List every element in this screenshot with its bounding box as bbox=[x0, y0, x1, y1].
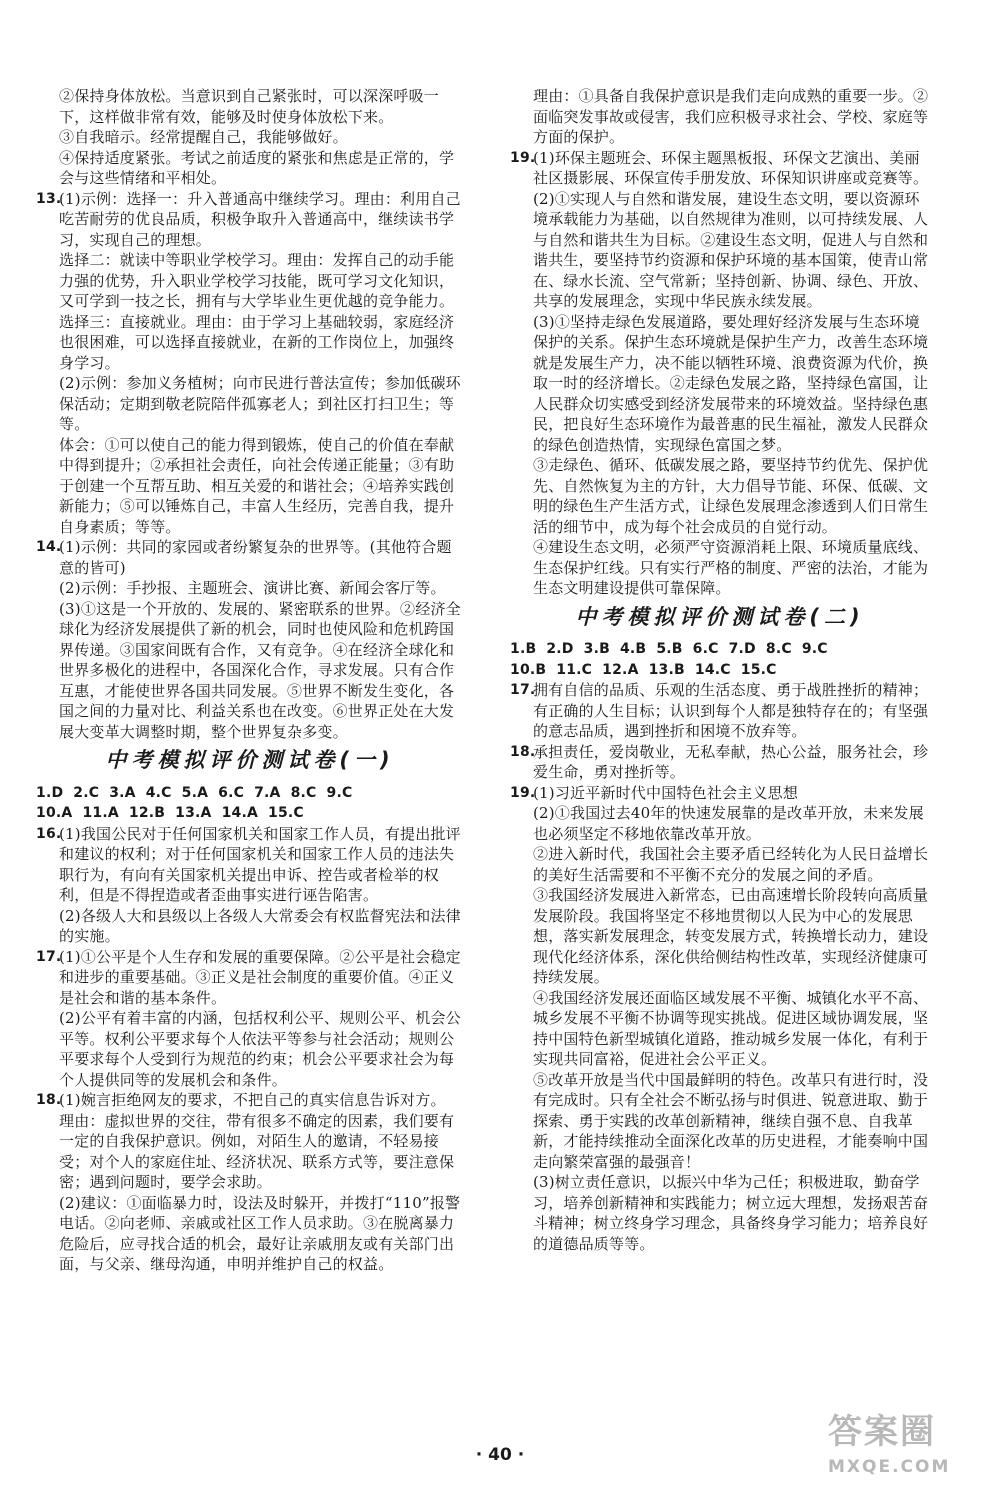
answer-text: (2)建议：①面临暴力时，设法及时躲开，并拨打“110”报警电话。②向老师、亲戚或社区工作人员求助。③在脱离暴力危险后，应寻找合适的机会，最好让亲戚朋友或有关部门出面，与父亲、继母沟通，申明并维护自己的权益。 bbox=[59, 1193, 461, 1273]
answer-key: 13.B bbox=[648, 661, 685, 678]
answer-key: 14.A bbox=[221, 805, 259, 821]
answer-key: 5.A bbox=[181, 784, 209, 801]
question-number: 18. bbox=[510, 743, 536, 760]
answer-text: ③我国经济发展进入新常态，已由高速增长阶段转向高质量发展阶段。我国将坚定不移地贯彻以人民为中心的发展思想，落实新发展理念，转变发展方式，转换增长动力，建设现代化经济体系，深化供给侧结构性改革，实现经济健康可持续发展。 bbox=[533, 886, 929, 986]
answer-key: 8.C bbox=[765, 641, 792, 657]
answer-text: (3)①坚持走绿色发展道路，要处理好经济发展与生态环境保护的关系。保护生态环境就是保护生产力，改善生态环境就是发展生产力，决不能以牺牲环境、浪费资源为代价，换取一时的经济增长。②走绿色发展之路，坚持绿色富国，让人民群众切实感受到经济发展带来的环境效益。坚持绿色惠民，把良好生态环境作为最普惠的民生福祉，激发人民群众的绿色创造热情，实现绿色富国之梦。 bbox=[533, 312, 929, 454]
answer-text: (1)婉言拒绝网友的要求，不把自己的真实信息告诉对方。 bbox=[59, 1091, 446, 1109]
answer-text: (2)各级人大和县级以上各级人大常委会有权监督宪法和法律的实施。 bbox=[59, 906, 461, 945]
answer-key: 3.A bbox=[109, 784, 136, 801]
question-number: 17. bbox=[510, 682, 536, 698]
answer-text: (2)①我国过去40年的快速发展靠的是改革开放，未来发展也必须坚定不移地依靠改革开放。 bbox=[533, 804, 924, 843]
answer-key: 1.D bbox=[36, 784, 64, 801]
answer-key: 4.B bbox=[619, 641, 647, 657]
question-13 bbox=[36, 189, 464, 538]
answer-text: (3)①这是一个开放的、发展的、紧密联系的世界。②经济全球化为经济发展提供了新的机会，同时也使风险和危机跨国界传递。③国家间既有合作，又有竞争。④在经济全球化和世界多极化的进程中，各国深化合作，寻求发展。只有合作互惠，才能使世界各国共同发展。⑤世界不断发生变化，各国之间的力量对比、利益关系也在改变。⑥世界正处在大发展大变革大调整时期，整个世界复杂多变。 bbox=[59, 599, 461, 741]
answer-key: 7.D bbox=[728, 641, 756, 657]
answer-key: 2.C bbox=[73, 784, 100, 801]
question-number: 14. bbox=[36, 539, 62, 555]
answer-key: 11.A bbox=[82, 805, 119, 821]
question-18 bbox=[36, 1090, 464, 1275]
paragraph: 理由：①具备自我保护意识是我们走向成熟的重要一步。②面临突发事故或侵害，我们应积极寻求社会、学校、家庭等方面的保护。 bbox=[533, 87, 929, 146]
answer-key: 14.C bbox=[694, 661, 731, 678]
answer-key: 10.B bbox=[510, 661, 547, 678]
question-19 bbox=[510, 783, 930, 1255]
answer-text: 选择二：就读中等职业学校学习。理由：发挥自己的动手能力强的优势，升入职业学校学习技能，既可学习文化知识，又可学到一技之长，拥有与大学毕业生更优越的竞争能力。 bbox=[59, 251, 455, 310]
answer-key-row bbox=[36, 783, 464, 804]
answer-key: 2.D bbox=[546, 641, 574, 657]
answer-text: (3)树立责任意识，以振兴中华为己任；积极进取，勤奋学习，培养创新精神和实践能力；树立远大理想，发扬艰苦奋斗精神；树立终身学习理念，具备终身学习能力；培养良好的道德品质等等。 bbox=[533, 1173, 929, 1253]
answer-key: 9.C bbox=[326, 784, 353, 801]
answer-text: 承担责任，爱岗敬业，无私奉献，热心公益，服务社会，珍爱生命，勇对挫折等。 bbox=[533, 742, 929, 781]
answer-text: (2)①实现人与自然和谐发展，建设生态文明，要以资源环境承载能力为基础，以自然规律为准则，以可持续发展、人与自然和谐共生为目标。②建设生态文明，促进人与自然和谐共生，要坚持节约资源和保护环境的基本国策，使青山常在、绿水长流、空气常新；坚持创新、协调、绿色、开放、共享的发展理念，实现中华民族永续发展。 bbox=[533, 189, 929, 310]
section-title: 中考模拟评价测试卷(二) bbox=[575, 604, 865, 629]
question-number: 19. bbox=[510, 149, 536, 166]
answer-key: 15.C bbox=[268, 805, 304, 821]
answer-key: 1.B bbox=[510, 641, 537, 657]
answer-text: 理由：虚拟世界的交往，带有很多不确定的因素，我们要有一定的自我保护意识。例如，对陌生人的邀请，不轻易接受；对个人的家庭住址、经济状况、联系方式等，要注意保密；遇到问题时，要学会求助。 bbox=[59, 1111, 455, 1191]
question-18 bbox=[510, 742, 930, 783]
answer-key: 3.B bbox=[583, 641, 610, 657]
question-number: 19. bbox=[510, 784, 536, 801]
answer-text: (2)公平有着丰富的内涵，包括权利公平、规则公平、机会公平等。权利公平要求每个人依法平等参与社会活动；规则公平要求每个人受到行为规范的约束；机会公平要求社会为每个人提供同等的发展机会和条件。 bbox=[59, 1009, 461, 1089]
answer-key: 6.C bbox=[218, 784, 245, 801]
question-19 bbox=[510, 148, 930, 599]
question-number: 18. bbox=[36, 1092, 62, 1108]
watermark-text: 答案圈 bbox=[828, 1412, 936, 1452]
answer-key: 8.C bbox=[290, 784, 317, 801]
answer-key: 4.C bbox=[145, 784, 172, 801]
answer-key: 5.B bbox=[656, 641, 683, 657]
answer-text: (1)示例：共同的家园或者纷繁复杂的世界等。(其他符合题意的皆可) bbox=[59, 538, 452, 577]
paragraph: ②保持身体放松。当意识到自己紧张时，可以深深呼吸一下，这样做非常有效，能够及时使身体放松下来。 bbox=[59, 87, 440, 126]
section-title: 中考模拟评价测试卷(一) bbox=[105, 748, 395, 772]
answer-key: 10.A bbox=[36, 805, 73, 821]
answer-text: (2)示例：手抄报、主题班会、演讲比赛、新闻会客厅等。 bbox=[59, 579, 446, 597]
answer-text: (1)环保主题班会、环保主题黑板报、环保文艺演出、美丽社区摄影展、环保宣传手册发放、环保知识讲座或竞赛等。 bbox=[533, 148, 929, 187]
watermark-logo bbox=[828, 1404, 978, 1486]
answer-text: ②进入新时代，我国社会主要矛盾已经转化为人民日益增长的美好生活需要和不平衡不充分的发展之间的矛盾。 bbox=[533, 845, 929, 884]
watermark-url: MXQE.COM bbox=[828, 1457, 951, 1477]
question-16 bbox=[36, 824, 464, 947]
page-number: · 40 · bbox=[475, 1445, 525, 1465]
question-number: 16. bbox=[36, 825, 62, 842]
answer-key: 11.C bbox=[556, 661, 593, 678]
question-17 bbox=[510, 680, 930, 742]
answer-key: 13.A bbox=[175, 805, 212, 821]
answer-text: 选择三：直接就业。理由：由于学习上基础较弱，家庭经济也很困难，可以选择直接就业，在新的工作岗位上，加强终身学习。 bbox=[59, 312, 455, 372]
answer-text: ④建设生态文明，必须严守资源消耗上限、环境质量底线、生态保护红线。只有实行严格的制度、严密的法治，才能为生态文明建设提供可靠保障。 bbox=[533, 538, 929, 597]
answer-text: (1)我国公民对于任何国家机关和国家工作人员，有提出批评和建议的权利；对于任何国家机关和国家工作人员的违法失职行为，有向有关国家机关提出申诉、控告或者检举的权利，但是不得捏造或者歪曲事实进行诬告陷害。 bbox=[59, 824, 461, 904]
answer-text: ④我国经济发展还面临区域发展不平衡、城镇化水平不高、城乡发展不平衡不协调等现实挑战。促进区域协调发展，坚持中国特色新型城镇化道路，推动城乡发展一体化，有利于实现共同富裕，促进社会公平正义。 bbox=[533, 988, 929, 1068]
answer-text: ③走绿色、循环、低碳发展之路，要坚持节约优先、保护优先、自然恢复为主的方针，大力倡导节能、环保、低碳、文明的绿色生产生活方式，让绿色发展理念渗透到人们日常生活的细节中，成为每个社会成员的自觉行动。 bbox=[533, 456, 929, 536]
answer-key: 9.C bbox=[801, 641, 828, 657]
paragraph: ③自我暗示。经常提醒自己，我能够做好。 bbox=[59, 128, 348, 146]
question-17 bbox=[36, 947, 464, 1091]
question-14 bbox=[36, 537, 464, 742]
answer-key: 6.C bbox=[692, 641, 719, 657]
answer-text: 拥有自信的品质、乐观的生活态度、勇于战胜挫折的精神；有正确的人生目标；认识到每个人都是独特存在的；有坚强的意志品质，遇到挫折和困境不放弃等。 bbox=[533, 681, 929, 740]
right-column bbox=[510, 86, 930, 1254]
answer-key-row bbox=[510, 639, 930, 660]
answer-text: (1)示例：选择一：升入普通高中继续学习。理由：利用自己吃苦耐劳的优良品质，积极争取升入普通高中，继续读书学习，实现自己的理想。 bbox=[59, 189, 461, 249]
left-column bbox=[36, 86, 464, 1275]
answer-text: (2)示例：参加义务植树；向市民进行普法宣传；参加低碳环保活动；定期到敬老院陪伴孤寡老人；到社区打扫卫生；等等。 bbox=[59, 374, 461, 433]
answer-text: (1)习近平新时代中国特色社会主义思想 bbox=[533, 783, 799, 802]
question-number: 17. bbox=[36, 948, 62, 965]
answer-key: 7.A bbox=[254, 784, 281, 801]
answer-key-row bbox=[36, 803, 464, 824]
answer-text: 体会：①可以使自己的能力得到锻炼，使自己的价值在奉献中得到提升；②承担社会责任，向社会传递正能量；③有助于创建一个互帮互助、相互关爱的和谐社会；④培养实践创新能力；⑤可以锤炼自己，丰富人生经历，完善自我，提升自身素质；等等。 bbox=[59, 435, 455, 536]
answer-key: 12.B bbox=[128, 805, 166, 821]
paragraph: ④保持适度紧张。考试之前适度的紧张和焦虑是正常的，学会与这些情绪和平相处。 bbox=[59, 148, 455, 187]
answer-text: (1)①公平是个人生存和发展的重要保障。②公平是社会稳定和进步的重要基础。③正义是社会制度的重要价值。④正义是社会和谐的基本条件。 bbox=[59, 947, 461, 1007]
answer-text: ⑤改革开放是当代中国最鲜明的特色。改革只有进行时，没有完成时。只有全社会不断弘扬与时俱进、锐意进取、勤于探索、勇于实践的改革创新精神，继续自强不息、自我革新，才能持续推动全面深化改革的历史进程，才能奏响中国走向繁荣富强的最强音！ bbox=[533, 1070, 929, 1171]
answer-key: 12.A bbox=[602, 661, 639, 678]
answer-key-row bbox=[510, 660, 930, 681]
question-number: 13. bbox=[36, 190, 62, 207]
answer-key: 15.C bbox=[740, 661, 777, 678]
